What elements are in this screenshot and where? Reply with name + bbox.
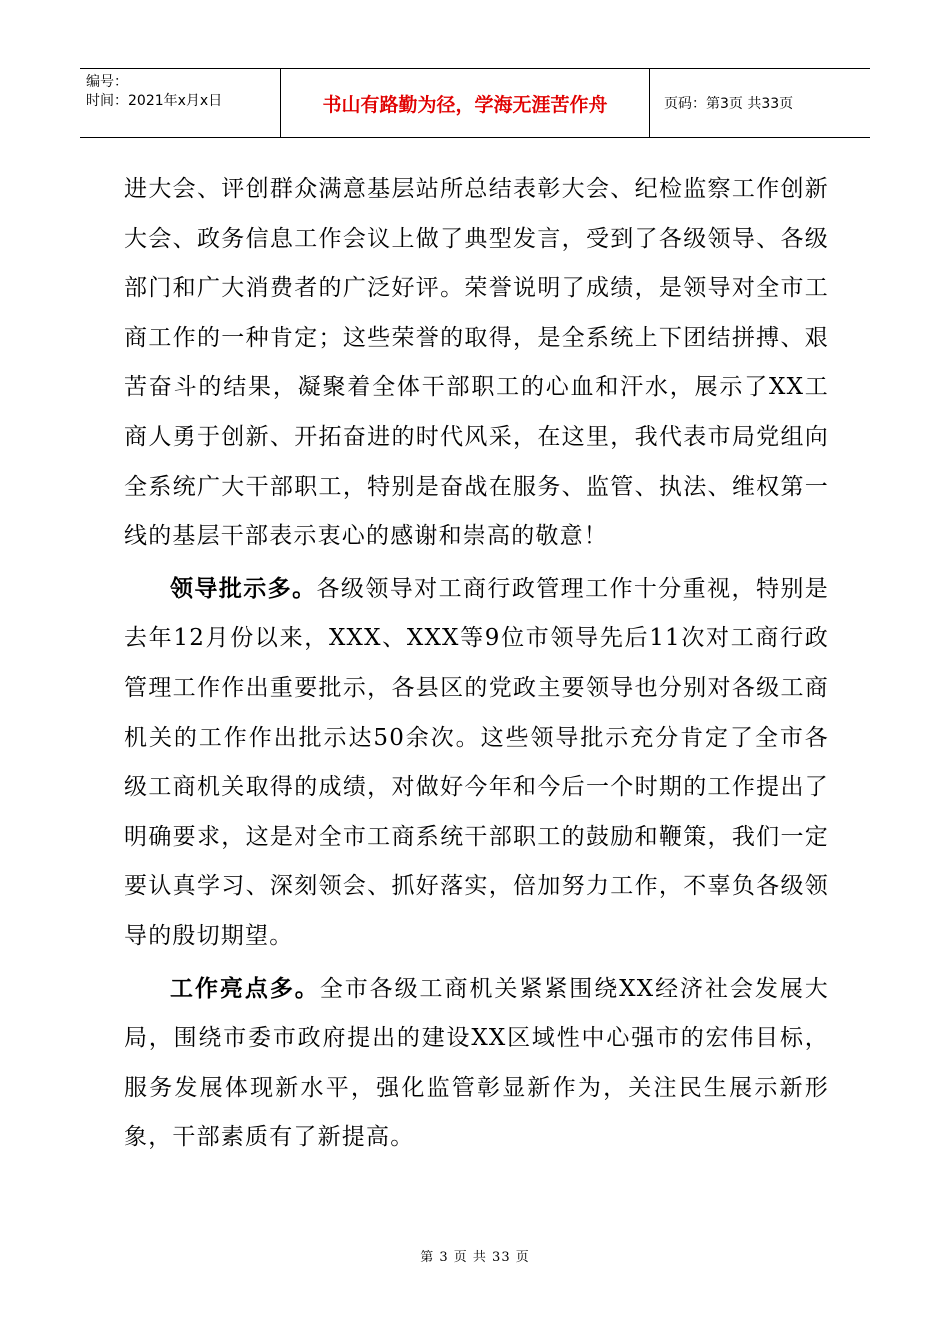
paragraph-lead: 工作亮点多。: [170, 975, 320, 1002]
paragraph-text: 进大会、评创群众满意基层站所总结表彰大会、纪检监察工作创新大会、政务信息工作会议上做了典型发言，受到了各级领导、各级部门和广大消费者的广泛好评。荣誉说明了成绩，是领导对全市工商工作的一种肯定；这些荣誉的取得，是全系统上下团结拼搏、艰苦奋斗的结果，凝聚着全体干部职工的心血和汗水，展示了XX工商人勇于创新、开拓奋进的时代风采，在这里，我代表市局党组向全系统广大干部职工，特别是奋战在服务、监管、执法、维权第一线的基层干部表示衷心的感谢和崇高的敬意！: [124, 176, 829, 550]
document-date: 时间：2021年x月x日: [86, 93, 223, 109]
paragraph-continuation: [124, 165, 829, 562]
paragraph-text: 各级领导对工商行政管理工作十分重视，特别是去年12月份以来，XXX、XXX等9位市领导先后11次对工商行政管理工作作出重要批示，各县区的党政主要领导也分别对各级工商机关的工作作出批示达50余次。这些领导批示充分肯定了全市各级工商机关取得的成绩，对做好今年和今后一个时期的工作提出了明确要求，这是对全市工商系统干部职工的鼓励和鞭策，我们一定要认真学习、深刻领会、抓好落实，倍加努力工作，不辜负各级领导的殷切期望。: [124, 575, 830, 949]
header-page-info: 页码：第3页 共33页: [664, 96, 794, 112]
header-motto: 书山有路勤为径，学海无涯苦作舟: [281, 69, 650, 137]
paragraph-text: 全市各级工商机关紧紧围绕XX经济社会发展大局，围绕市委市政府提出的建设XX区域性中心强市的宏伟目标，服务发展体现新水平，强化监管彰显新作为，关注民生展示新形象，干部素质有了新提高。: [124, 975, 830, 1151]
document-number-label: 编号：: [86, 74, 128, 90]
header-meta: [80, 69, 281, 137]
paragraph-work-highlights: [124, 965, 829, 1163]
paragraph-leader-instructions: [124, 565, 829, 962]
page-header: [80, 68, 870, 138]
paragraph-lead: 领导批示多。: [170, 575, 317, 602]
page-footer: 第 3 页 共 33 页: [420, 1250, 530, 1265]
document-body: [124, 165, 829, 1163]
